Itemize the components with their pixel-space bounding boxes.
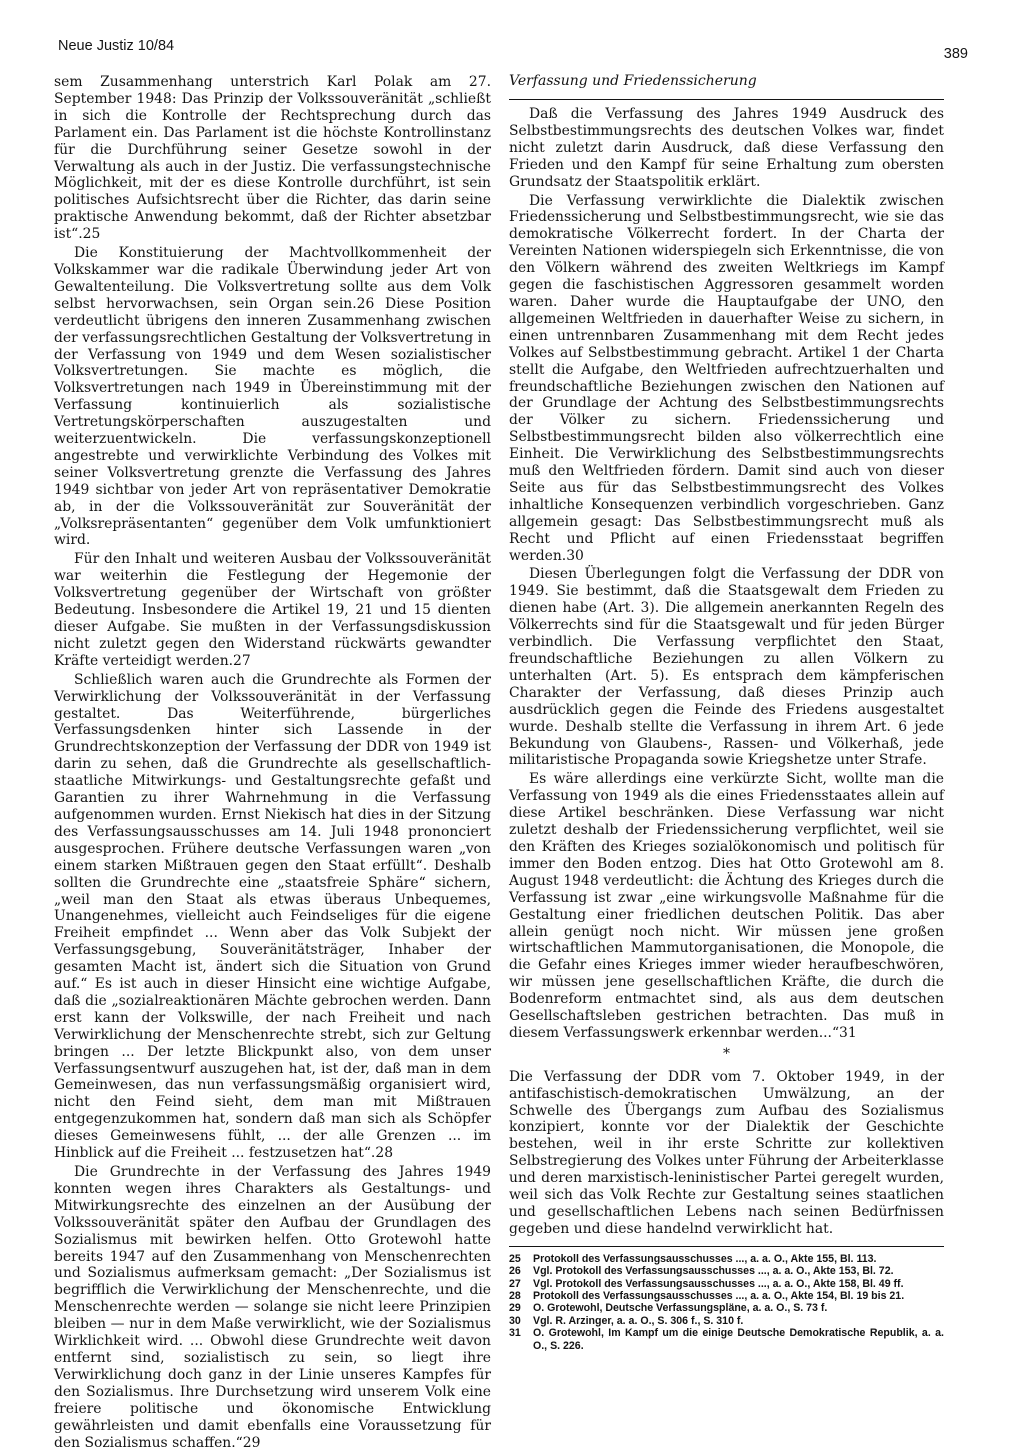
- right-column: [509, 72, 944, 1352]
- paragraph: Daß die Verfassung des Jahres 1949 Ausdruck des Selbstbestimmungsrechts des deutschen Volkes war, findet nicht zuletzt darin Ausdruck, daß diese Verfassung den Frieden und den Kampf für seine Erhaltung zum obersten Grundsatz der Staatspolitik erklärt.: [509, 106, 944, 190]
- paragraph: Schließlich waren auch die Grundrechte als Formen der Verwirklichung der Volkssouveränität in der Verfassung gestaltet. Das Weiterführende, bürgerliches Verfassungsdenken hinter sich Lassende in der Grundrechtskonzeption der Verfassung der DDR von 1949 ist darin zu sehen, daß die Grundrechte als gesellschaftlich-staatliche Mitwirkungs- und Gestaltungsrechte gefaßt und Garantien zu ihrer Wahrnehmung in die Verfassung aufgenommen wurden. Ernst Niekisch hat dies in der Sitzung des Verfassungsausschusses am 14. Juli 1948 prononciert ausgesprochen. Frühere deutsche Verfassungen waren „von einem starken Mißtrauen gegen den Staat erfüllt“. Deshalb sollten die Grundrechte eine „staatsfreie Sphäre“ sichern, „weil man den Staat als etwas überaus Unbequemes, Unangenehmes, vielleicht auch Feindseliges für die eigene Freiheit empfindet ... Wenn aber das Volk Subjekt der Verfassungsgebung, Souveränitätsträger, Inhaber der gesamten Macht ist, ändert sich die Situation von Grund auf.“ Es ist auch in dieser Hinsicht eine wichtige Aufgabe, daß die „sozialreaktionären Mächte gebrochen werden. Dann erst kann der Volkswille, der nach Freiheit und nach Verwirklichung der Menschenrechte strebt, sich zur Geltung bringen ... Der letzte Blickpunkt also, von dem unser Verfassungsentwurf auszugehen hat, ist der, daß man in dem Gemeinwesen, das nun verfassungsmäßig organisiert wird, nicht den Feind sieht, dem man mit Mißtrauen entgegenzukommen hat, sondern daß man sich als Schöpfer dieses Gemeinwesens fühlt, ... der alle Grenzen ... im Hinblick auf die Freiheit ... festzusetzen hat“.28: [54, 671, 491, 1162]
- footnote-text: O. Grotewohl, Deutsche Verfassungspläne, a. a. O., S. 73 f.: [533, 1302, 828, 1315]
- footnote-text: Protokoll des Verfassungsausschusses ..., a. a. O., Akte 155, Bl. 113.: [533, 1252, 877, 1265]
- footnote-text: Protokoll des Verfassungsausschusses ..., a. a. O., Akte 154, Bl. 19 bis 21.: [533, 1290, 905, 1303]
- footnote: [509, 1253, 944, 1265]
- paragraph: Für den Inhalt und weiteren Ausbau der Volkssouveränität war weiterhin die Festlegung der Hegemonie der Volksvertretung gegenüber der Wirtschaft von größter Bedeutung. Insbesondere die Artikel 19, 21 und 15 dienten dieser Aufgabe. Sie mußten in der Verfassungsdiskussion nicht zuletzt gegen den Widerstand rückwärts gewandter Kräfte verteidigt werden.27: [54, 551, 491, 669]
- paragraph: Die Verfassung verwirklichte die Dialektik zwischen Friedenssicherung und Selbstbestimmungsrecht, wie sie das demokratische Völkerrecht fordert. In der Charta der Vereinten Nationen widerspiegeln sich Erkenntnisse, die von den Völkern während des zweiten Weltkriegs im Kampf gegen die faschistischen Aggressoren gesammelt worden waren. Daher wurde die Hauptaufgabe der UNO, den allgemeinen Weltfrieden in dauerhafter Weise zu sichern, in einen untrennbaren Zusammenhang mit dem Recht jedes Volkes auf Selbstbestimmung gebracht. Artikel 1 der Charta stellt die Aufgabe, den Weltfrieden aufrechtzuerhalten und freundschaftliche Beziehungen zwischen den Nationen auf der Grundlage der Achtung des Selbstbestimmungsrechts der Völker zu sichern. Friedenssicherung und Selbstbestimmungsrecht bilden also völkerrechtlich eine Einheit. Die Verwirklichung des Selbstbestimmungsrechts muß den Weltfrieden fördern. Damit sind auch von dieser Seite aus für das Selbstbestimmungsrecht des Volkes inhaltliche Konsequenzen verbindlich vorgeschrieben. Ganz allgemein gesagt: Das Selbstbestimmungsrecht muß als Recht und Pflicht auf einen Friedensstaat begriffen werden.30: [509, 192, 944, 564]
- page-header: [58, 38, 968, 60]
- footnote-text: Vgl. Protokoll des Verfassungsausschusses ..., a. a. O., Akte 158, Bl. 49 ff.: [533, 1277, 904, 1290]
- closing-paragraph: Die Verfassung der DDR vom 7. Oktober 1949, in der antifaschistisch-demokratischen Umwälzung, an der Schwelle des Übergangs zum Aufbau des Sozialismus konzipiert, konnte vor der Dialektik der Geschichte bestehen, weil in ihr erste Schritte zur kollektiven Selbstregierung des Volkes unter Führung der Arbeiterklasse und deren marxistisch-leninistischer Partei geregelt wurden, weil sich das Volk Rechte zur Gestaltung seines staatlichen und gesellschaftlichen Lebens nach seinen Bedürfnissen gegeben und diese handelnd verwirklicht hat.: [509, 1068, 945, 1237]
- section-heading: Verfassung und Friedenssicherung: [509, 72, 944, 100]
- left-column: [54, 74, 491, 1453]
- footnote-text: Vgl. R. Arzinger, a. a. O., S. 306 f., S. 310 f.: [533, 1314, 744, 1327]
- paragraph: sem Zusammenhang unterstrich Karl Polak am 27. September 1948: Das Prinzip der Volkssouveränität „schließt in sich die Kontrolle der Rechtsprechung durch das Parlament ein. Das Parlament ist die höchste Kontrollinstanz für die Durchführung seiner Gesetze sowohl in der Verwaltung als auch in der Justiz. Die verfassungstechnische Möglichkeit, mit der es diese Kontrolle durchführt, ist sein politisches Aufsichtsrecht über die Richter, das darin seine praktische Anwendung bekommt, daß der Richter absetzbar ist“.25: [54, 74, 491, 243]
- journal-title: Neue Justiz 10/84: [58, 38, 175, 54]
- footnote-number: 25: [509, 1252, 521, 1265]
- footnote-number: 30: [509, 1314, 521, 1327]
- footnote: [509, 1278, 944, 1290]
- footnote-text: O. Grotewohl, Im Kampf um die einige Deutsche Demokratische Republik, a. a. O., S. 226.: [533, 1327, 944, 1352]
- footnote-number: 31: [509, 1327, 521, 1340]
- footnotes: [509, 1253, 944, 1352]
- footnote-number: 29: [509, 1302, 521, 1315]
- footnote-divider: [509, 1246, 944, 1247]
- paragraph: Diesen Überlegungen folgt die Verfassung der DDR von 1949. Sie bestimmt, daß die Staatsgewalt dem Frieden zu dienen habe (Art. 3). Die allgemein anerkannten Regeln des Völkerrechts sind für die Staatsgewalt und für jeden Bürger verbindlich. Die Verfassung verpflichtet den Staat, freundschaftliche Beziehungen zu allen Völkern zu unterhalten (Art. 5). Es entsprach dem kämpferischen Charakter der Verfassung, daß dieses Prinzip auch ausdrücklich gegen die Feinde des Friedens ausgestaltet wurde. Deshalb stellte die Verfassung in ihrem Art. 6 jede Bekundung von Glaubens-, Rassen- und Völkerhaß, jede militaristische Propaganda sowie Kriegshetze unter Strafe.: [509, 566, 944, 769]
- paragraph: Die Grundrechte in der Verfassung des Jahres 1949 konnten wegen ihres Charakters als Gestaltungs- und Mitwirkungsrechte des einzelnen an der Ausübung der Volkssouveränität später den Aufbau der Grundlagen des Sozialismus mit bewirken helfen. Otto Grotewohl hatte bereits 1947 auf den Zusammenhang von Menschenrechten und Sozialismus aufmerksam gemacht: „Der Sozialismus ist begrifflich die Verwirklichung der Menschenrechte, und die Menschenrechte werden — solange sie nicht leere Prinzipien bleiben — nur in dem Maße verwirklicht, wie der Sozialismus Wirklichkeit wird. ... Obwohl diese Grundrechte weit davon entfernt sind, sozialistisch zu sein, so liegt ihre Verwirklichung doch ganz in der Linie unseres Kampfes für den Sozialismus. Ihre Durchsetzung wird unserem Volk eine freiere politische und ökonomische Entwicklung gewährleisten und damit ebenfalls eine Voraussetzung für den Sozialismus schaffen.“29: [54, 1164, 491, 1451]
- footnote-number: 28: [509, 1290, 521, 1303]
- footnote: [509, 1315, 944, 1327]
- footnote-text: Vgl. Protokoll des Verfassungsausschusses ..., a. a. O., Akte 153, Bl. 72.: [533, 1265, 894, 1278]
- paragraph: Die Konstituierung der Machtvollkommenheit der Volkskammer war die radikale Überwindung jeder Art von Gewaltenteilung. Die Volksvertretung sollte aus dem Volk selbst hervorwachsen, sein Organ sein.26 Diese Position verdeutlicht übrigens den inneren Zusammenhang zwischen der verfassungsrechtlichen Gestaltung der Volksvertretung in der Verfassung von 1949 und dem Wesen sozialistischer Volksvertretungen. Sie machte es möglich, die Volksvertretungen nach 1949 in Übereinstimmung mit der Verfassung kontinuierlich als sozialistische Vertretungskörperschaften auszugestalten und weiterzuentwickeln. Die verfassungskonzeptionell angestrebte und verwirklichte Verbindung des Volkes mit seiner Volksvertretung grenzte die Verfassung des Jahres 1949 sichtbar von jeder Art von repräsentativer Demokratie ab, in der die Volkssouveränität zur Souveränität der „Volksrepräsentanten“ gegenüber dem Volk umfunktioniert wird.: [54, 245, 491, 549]
- paragraph: Es wäre allerdings eine verkürzte Sicht, wollte man die Verfassung von 1949 als die eines Friedensstaates allein auf diese Artikel beschränken. Diese Verfassung war nicht zuletzt deshalb der Friedenssicherung verpflichtet, weil sie den Kräften des Krieges sozialökonomisch und politisch für immer den Boden entzog. Dies hat Otto Grotewohl am 8. August 1948 verdeutlicht: die Ächtung des Krieges durch die Verfassung ist zwar „eine wirkungsvolle Maßnahme für die Gestaltung einer friedlichen deutschen Politik. Das aber allein genügt noch nicht. Wir müssen jene großen wirtschaftlichen Mammutorganisationen, die Monopole, die die Gefahr eines Krieges immer wieder heraufbeschwören, wir müssen jene gesellschaftlichen Kräfte, die durch die Bodenreform entmachtet sind, als aus dem deutschen Gesellschaftsleben gestrichen betrachten. Das muß in diesem Verfassungswerk erkennbar werden...“31: [509, 771, 944, 1041]
- footnote-number: 26: [509, 1265, 521, 1278]
- footnote: [509, 1327, 944, 1352]
- footnote: [509, 1265, 944, 1277]
- page-number: 389: [943, 46, 968, 62]
- footnote: [509, 1290, 944, 1302]
- footnote: [509, 1302, 944, 1314]
- footnote-number: 27: [509, 1277, 521, 1290]
- section-separator: *: [723, 1045, 730, 1062]
